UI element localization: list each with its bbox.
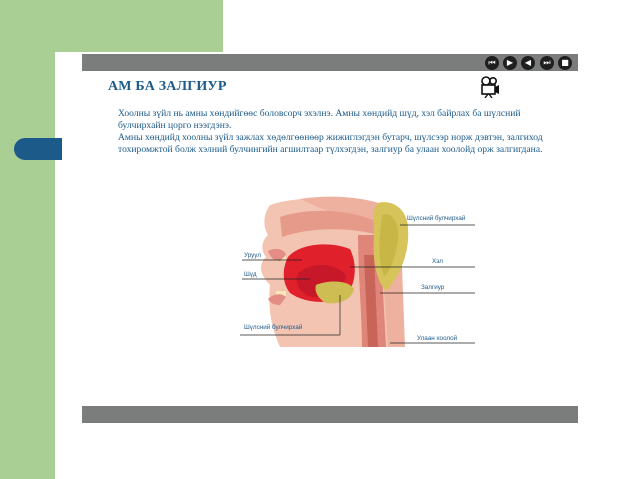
label-tooth: Шүд: [244, 271, 257, 278]
next-slide-button[interactable]: ▶: [503, 56, 517, 70]
slide-body-text: [118, 108, 548, 156]
end-show-button[interactable]: ■: [558, 56, 572, 70]
label-salivary-gland-top: Шүлсний булчирхай: [407, 215, 466, 222]
green-side-panel: [0, 0, 55, 479]
last-slide-button[interactable]: ⏭: [540, 56, 554, 70]
paragraph-1: Хоолны зүйл нь амны хөндийгөөс боловсорч эхэлнэ. Амны хөндийд шүд, хэл байрлах ба шүлсний булчирхайн цорго нээгдэнэ.: [118, 108, 521, 131]
label-tongue: Хэл: [432, 258, 443, 265]
previous-slide-button[interactable]: ◀: [521, 56, 535, 70]
bottom-bar: [82, 406, 578, 423]
green-header-panel: [55, 0, 223, 52]
label-lip: Уруул: [244, 252, 261, 259]
label-esophagus: Улаан хоолой: [417, 335, 458, 342]
movie-camera-icon[interactable]: [478, 76, 500, 98]
label-salivary-gland-bottom: Шүлсний булчирхай: [244, 324, 303, 331]
paragraph-2: Амны хөндийд хоолны зүйл зажлах хөдөлгөөнөөр жижиглэгдэн бутарч, шүлсээр норж дэвтэн, залгиход тохиромжтой болж хэлний булчингийн агшилтаар түлхэгдэн, залгиур ба улаан хоолойд орж залгигдана.: [118, 132, 543, 155]
first-slide-button[interactable]: ⏮: [485, 56, 499, 70]
slide-title: АМ БА ЗАЛГИУР: [108, 79, 227, 94]
slide-bullet-marker-edge: [54, 138, 62, 160]
label-pharynx: Залгиур: [421, 284, 445, 291]
